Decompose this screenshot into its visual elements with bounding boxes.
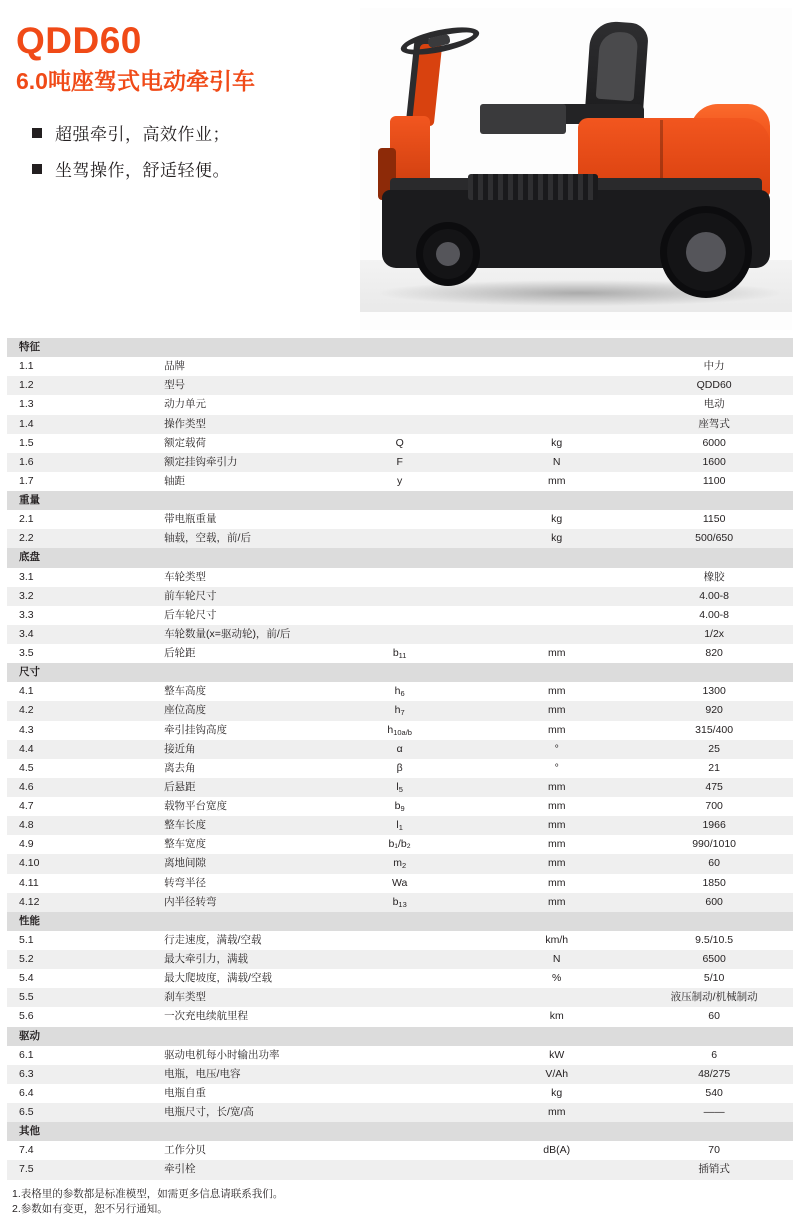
table-row [7, 1103, 793, 1122]
row-number: 3.1 [7, 568, 164, 587]
row-label: 离地间隙 [164, 854, 321, 873]
row-number: 5.5 [7, 988, 164, 1007]
list-item [32, 156, 374, 181]
section-title: 尺寸 [7, 663, 793, 682]
row-label: 车轮数量(x=驱动轮)，前/后 [164, 625, 321, 644]
table-row [7, 778, 793, 797]
row-value: 600 [635, 893, 793, 912]
row-symbol: b₁/b₂ [321, 835, 478, 854]
row-value: 60 [635, 854, 793, 873]
row-label: 后悬距 [164, 778, 321, 797]
battery-box [480, 104, 566, 134]
row-label: 牵引挂钩高度 [164, 721, 321, 740]
row-unit: mm [478, 682, 635, 701]
table-row [7, 357, 793, 376]
row-symbol: $b_9$ [321, 797, 478, 816]
row-unit: mm [478, 1103, 635, 1122]
row-symbol: $h_{10a/b}$ [321, 721, 478, 740]
row-value: 1300 [635, 682, 793, 701]
row-value: 1/2x [635, 625, 793, 644]
row-symbol: α [321, 740, 478, 759]
table-section-header [7, 663, 793, 682]
symbol-subscript: 11 [398, 651, 407, 660]
row-number: 6.5 [7, 1103, 164, 1122]
row-value: 700 [635, 797, 793, 816]
section-title: 特征 [7, 338, 793, 357]
row-unit: V/Ah [478, 1065, 635, 1084]
row-symbol: $m_2$ [321, 854, 478, 873]
table-row [7, 1007, 793, 1026]
row-number: 1.4 [7, 415, 164, 434]
row-label: 轴载，空载，前/后 [164, 529, 321, 548]
row-unit: ° [478, 740, 635, 759]
row-value: 48/275 [635, 1065, 793, 1084]
row-value: 820 [635, 644, 793, 663]
row-unit: kg [478, 529, 635, 548]
row-symbol: $h_7$ [321, 701, 478, 720]
table-row [7, 797, 793, 816]
row-number: 4.4 [7, 740, 164, 759]
front-wheel-hub [436, 242, 460, 266]
page-header [0, 0, 800, 330]
row-value: 25 [635, 740, 793, 759]
row-label: 驱动电机每小时输出功率 [164, 1046, 321, 1065]
row-symbol [321, 1141, 478, 1160]
table-row [7, 625, 793, 644]
row-number: 4.6 [7, 778, 164, 797]
row-value: 座驾式 [635, 415, 793, 434]
section-title: 底盘 [7, 548, 793, 567]
table-row [7, 701, 793, 720]
row-unit: kg [478, 510, 635, 529]
row-unit [478, 395, 635, 414]
square-bullet-icon [32, 128, 42, 138]
row-value: 21 [635, 759, 793, 778]
table-row [7, 893, 793, 912]
table-row [7, 816, 793, 835]
row-number: 7.4 [7, 1141, 164, 1160]
row-value: 1966 [635, 816, 793, 835]
row-value: —— [635, 1103, 793, 1122]
row-unit: mm [478, 835, 635, 854]
product-photo [360, 8, 792, 330]
row-value: 5/10 [635, 969, 793, 988]
row-number: 3.3 [7, 606, 164, 625]
table-section-header [7, 1122, 793, 1141]
row-value: 70 [635, 1141, 793, 1160]
row-unit [478, 415, 635, 434]
row-number: 1.5 [7, 434, 164, 453]
row-label: 车轮类型 [164, 568, 321, 587]
row-label: 操作类型 [164, 415, 321, 434]
row-number: 5.1 [7, 931, 164, 950]
table-row [7, 453, 793, 472]
section-title: 驱动 [7, 1027, 793, 1046]
row-number: 1.2 [7, 376, 164, 395]
row-label: 离去角 [164, 759, 321, 778]
row-symbol [321, 376, 478, 395]
row-label: 整车高度 [164, 682, 321, 701]
row-number: 4.10 [7, 854, 164, 873]
row-label: 前车轮尺寸 [164, 587, 321, 606]
row-symbol [321, 606, 478, 625]
row-unit: mm [478, 816, 635, 835]
row-label: 整车宽度 [164, 835, 321, 854]
row-number: 1.7 [7, 472, 164, 491]
row-symbol [321, 568, 478, 587]
row-number: 1.3 [7, 395, 164, 414]
row-unit: mm [478, 778, 635, 797]
row-label: 最大爬坡度，满载/空载 [164, 969, 321, 988]
table-row [7, 682, 793, 701]
table-row [7, 1141, 793, 1160]
row-value: 1150 [635, 510, 793, 529]
table-row [7, 854, 793, 873]
row-symbol [321, 587, 478, 606]
row-value: 电动 [635, 395, 793, 414]
row-value: 6500 [635, 950, 793, 969]
row-symbol: $l_1$ [321, 816, 478, 835]
row-label: 内半径转弯 [164, 893, 321, 912]
row-symbol [321, 357, 478, 376]
row-number: 3.2 [7, 587, 164, 606]
row-unit: mm [478, 797, 635, 816]
row-number: 7.5 [7, 1160, 164, 1179]
row-value: 中力 [635, 357, 793, 376]
table-row [7, 376, 793, 395]
row-number: 6.3 [7, 1065, 164, 1084]
row-label: 座位高度 [164, 701, 321, 720]
row-unit [478, 587, 635, 606]
row-label: 工作分贝 [164, 1141, 321, 1160]
row-value: 920 [635, 701, 793, 720]
row-number: 2.2 [7, 529, 164, 548]
table-row [7, 510, 793, 529]
row-unit: ° [478, 759, 635, 778]
row-symbol [321, 988, 478, 1007]
footnotes [12, 1187, 800, 1217]
row-label: 电瓶自重 [164, 1084, 321, 1103]
symbol-subscript: 2 [401, 861, 407, 871]
row-symbol: $l_5$ [321, 778, 478, 797]
row-label: 带电瓶重量 [164, 510, 321, 529]
row-symbol [321, 1103, 478, 1122]
row-value: 插销式 [635, 1160, 793, 1179]
row-label: 额定载荷 [164, 434, 321, 453]
row-symbol: y [321, 472, 478, 491]
footnote-line: 1.表格里的参数都是标准模型，如需更多信息请联系我们。 [12, 1187, 284, 1200]
row-label: 牵引栓 [164, 1160, 321, 1179]
row-label: 载物平台宽度 [164, 797, 321, 816]
row-symbol: Wa [321, 874, 478, 893]
table-row [7, 587, 793, 606]
table-row [7, 874, 793, 893]
table-section-header [7, 491, 793, 510]
row-value: 1850 [635, 874, 793, 893]
table-row [7, 740, 793, 759]
table-row [7, 950, 793, 969]
specification-table [7, 338, 793, 1180]
row-label: 后轮距 [164, 644, 321, 663]
row-unit: dB(A) [478, 1141, 635, 1160]
row-value: 橡胶 [635, 568, 793, 587]
row-symbol [321, 1084, 478, 1103]
row-number: 6.1 [7, 1046, 164, 1065]
row-symbol: Q [321, 434, 478, 453]
row-symbol: F [321, 453, 478, 472]
table-row [7, 835, 793, 854]
row-symbol: $h_6$ [321, 682, 478, 701]
row-value: 4.00-8 [635, 606, 793, 625]
row-value: 1100 [635, 472, 793, 491]
bullet-label: 超强牵引，高效作业； [55, 125, 230, 145]
row-symbol [321, 1046, 478, 1065]
row-label: 电瓶，电压/电容 [164, 1065, 321, 1084]
row-symbol [321, 529, 478, 548]
row-symbol [321, 625, 478, 644]
title-block [14, 22, 374, 181]
table-row [7, 472, 793, 491]
symbol-subscript: 6 [400, 689, 405, 699]
row-value: 475 [635, 778, 793, 797]
row-number: 5.4 [7, 969, 164, 988]
symbol-subscript: 13 [398, 899, 407, 909]
row-label: 后车轮尺寸 [164, 606, 321, 625]
square-bullet-icon [32, 164, 42, 174]
page-title: QDD60 [16, 20, 142, 61]
bullet-label: 坐驾操作，舒适轻便。 [55, 161, 230, 181]
row-number: 4.11 [7, 874, 164, 893]
row-unit: % [478, 969, 635, 988]
table-row [7, 434, 793, 453]
row-symbol: $b_{11}$ [321, 644, 478, 663]
row-value: 4.00-8 [635, 587, 793, 606]
row-value: 液压制动/机械制动 [635, 988, 793, 1007]
table-row [7, 415, 793, 434]
row-label: 最大牵引力，满载 [164, 950, 321, 969]
row-number: 4.1 [7, 682, 164, 701]
footnote-line: 2.参数如有变更，恕不另行通知。 [12, 1202, 168, 1215]
table-row [7, 1046, 793, 1065]
row-symbol: β [321, 759, 478, 778]
row-unit: kg [478, 434, 635, 453]
row-value: 315/400 [635, 721, 793, 740]
row-symbol [321, 931, 478, 950]
table-row [7, 568, 793, 587]
row-unit: km [478, 1007, 635, 1026]
row-label: 整车长度 [164, 816, 321, 835]
row-value: 540 [635, 1084, 793, 1103]
row-value: 9.5/10.5 [635, 931, 793, 950]
row-label: 轴距 [164, 472, 321, 491]
row-unit: mm [478, 854, 635, 873]
table-row [7, 721, 793, 740]
symbol-subscript: 9 [400, 804, 405, 813]
row-unit: mm [478, 893, 635, 912]
table-row [7, 1160, 793, 1179]
table-row [7, 931, 793, 950]
section-title: 其他 [7, 1122, 793, 1141]
row-unit [478, 376, 635, 395]
row-symbol [321, 1007, 478, 1026]
table-row [7, 1065, 793, 1084]
row-number: 4.7 [7, 797, 164, 816]
row-number: 1.6 [7, 453, 164, 472]
row-number: 4.2 [7, 701, 164, 720]
row-value: 990/1010 [635, 835, 793, 854]
table-row [7, 1084, 793, 1103]
row-value: QDD60 [635, 376, 793, 395]
row-label: 接近角 [164, 740, 321, 759]
feature-bullets [32, 120, 374, 181]
section-title: 性能 [7, 912, 793, 931]
row-symbol [321, 950, 478, 969]
row-symbol [321, 395, 478, 414]
row-number: 3.4 [7, 625, 164, 644]
row-unit: N [478, 950, 635, 969]
row-unit: kW [478, 1046, 635, 1065]
row-unit [478, 1160, 635, 1179]
row-unit: km/h [478, 931, 635, 950]
row-number: 2.1 [7, 510, 164, 529]
row-label: 一次充电续航里程 [164, 1007, 321, 1026]
table-row [7, 529, 793, 548]
row-unit: N [478, 453, 635, 472]
row-symbol: $b_{13}$ [321, 893, 478, 912]
row-unit [478, 988, 635, 1007]
row-unit [478, 568, 635, 587]
row-number: 4.9 [7, 835, 164, 854]
symbol-subscript: 1 [398, 823, 403, 833]
row-unit: mm [478, 472, 635, 491]
row-value: 500/650 [635, 529, 793, 548]
page-subtitle: 6.0吨座驾式电动牵引车 [16, 68, 255, 94]
row-unit [478, 606, 635, 625]
row-unit [478, 625, 635, 644]
rear-wheel-hub [686, 232, 726, 272]
row-number: 4.3 [7, 721, 164, 740]
row-number: 4.8 [7, 816, 164, 835]
row-value: 6 [635, 1046, 793, 1065]
table-section-header [7, 912, 793, 931]
row-number: 3.5 [7, 644, 164, 663]
symbol-subscript: 7 [400, 708, 405, 718]
row-label: 品牌 [164, 357, 321, 376]
row-label: 动力单元 [164, 395, 321, 414]
table-row [7, 969, 793, 988]
table-row [7, 988, 793, 1007]
table-row [7, 395, 793, 414]
row-value: 1600 [635, 453, 793, 472]
row-label: 转弯半径 [164, 874, 321, 893]
deck-tread-plate [468, 174, 598, 200]
row-number: 6.4 [7, 1084, 164, 1103]
row-unit: mm [478, 644, 635, 663]
row-label: 额定挂钩牵引力 [164, 453, 321, 472]
row-unit: mm [478, 721, 635, 740]
row-unit: mm [478, 874, 635, 893]
row-value: 6000 [635, 434, 793, 453]
row-unit: mm [478, 701, 635, 720]
row-symbol [321, 1160, 478, 1179]
row-symbol [321, 969, 478, 988]
row-unit [478, 357, 635, 376]
row-label: 刹车类型 [164, 988, 321, 1007]
row-number: 1.1 [7, 357, 164, 376]
row-label: 电瓶尺寸，长/宽/高 [164, 1103, 321, 1122]
seat-cushion [596, 31, 639, 101]
table-section-header [7, 1027, 793, 1046]
list-item [32, 120, 374, 145]
row-symbol [321, 1065, 478, 1084]
table-section-header [7, 548, 793, 567]
row-number: 4.12 [7, 893, 164, 912]
row-label: 型号 [164, 376, 321, 395]
row-number: 5.2 [7, 950, 164, 969]
table-row [7, 759, 793, 778]
table-section-header [7, 338, 793, 357]
row-label: 行走速度，满载/空载 [164, 931, 321, 950]
row-symbol [321, 415, 478, 434]
table-row [7, 644, 793, 663]
specification-table-body [7, 338, 793, 1180]
table-row [7, 606, 793, 625]
row-unit: kg [478, 1084, 635, 1103]
row-value: 60 [635, 1007, 793, 1026]
row-symbol [321, 510, 478, 529]
row-number: 5.6 [7, 1007, 164, 1026]
row-number: 4.5 [7, 759, 164, 778]
symbol-subscript: 10a/b [393, 727, 412, 737]
symbol-subscript: 5 [398, 784, 403, 794]
section-title: 重量 [7, 491, 793, 510]
